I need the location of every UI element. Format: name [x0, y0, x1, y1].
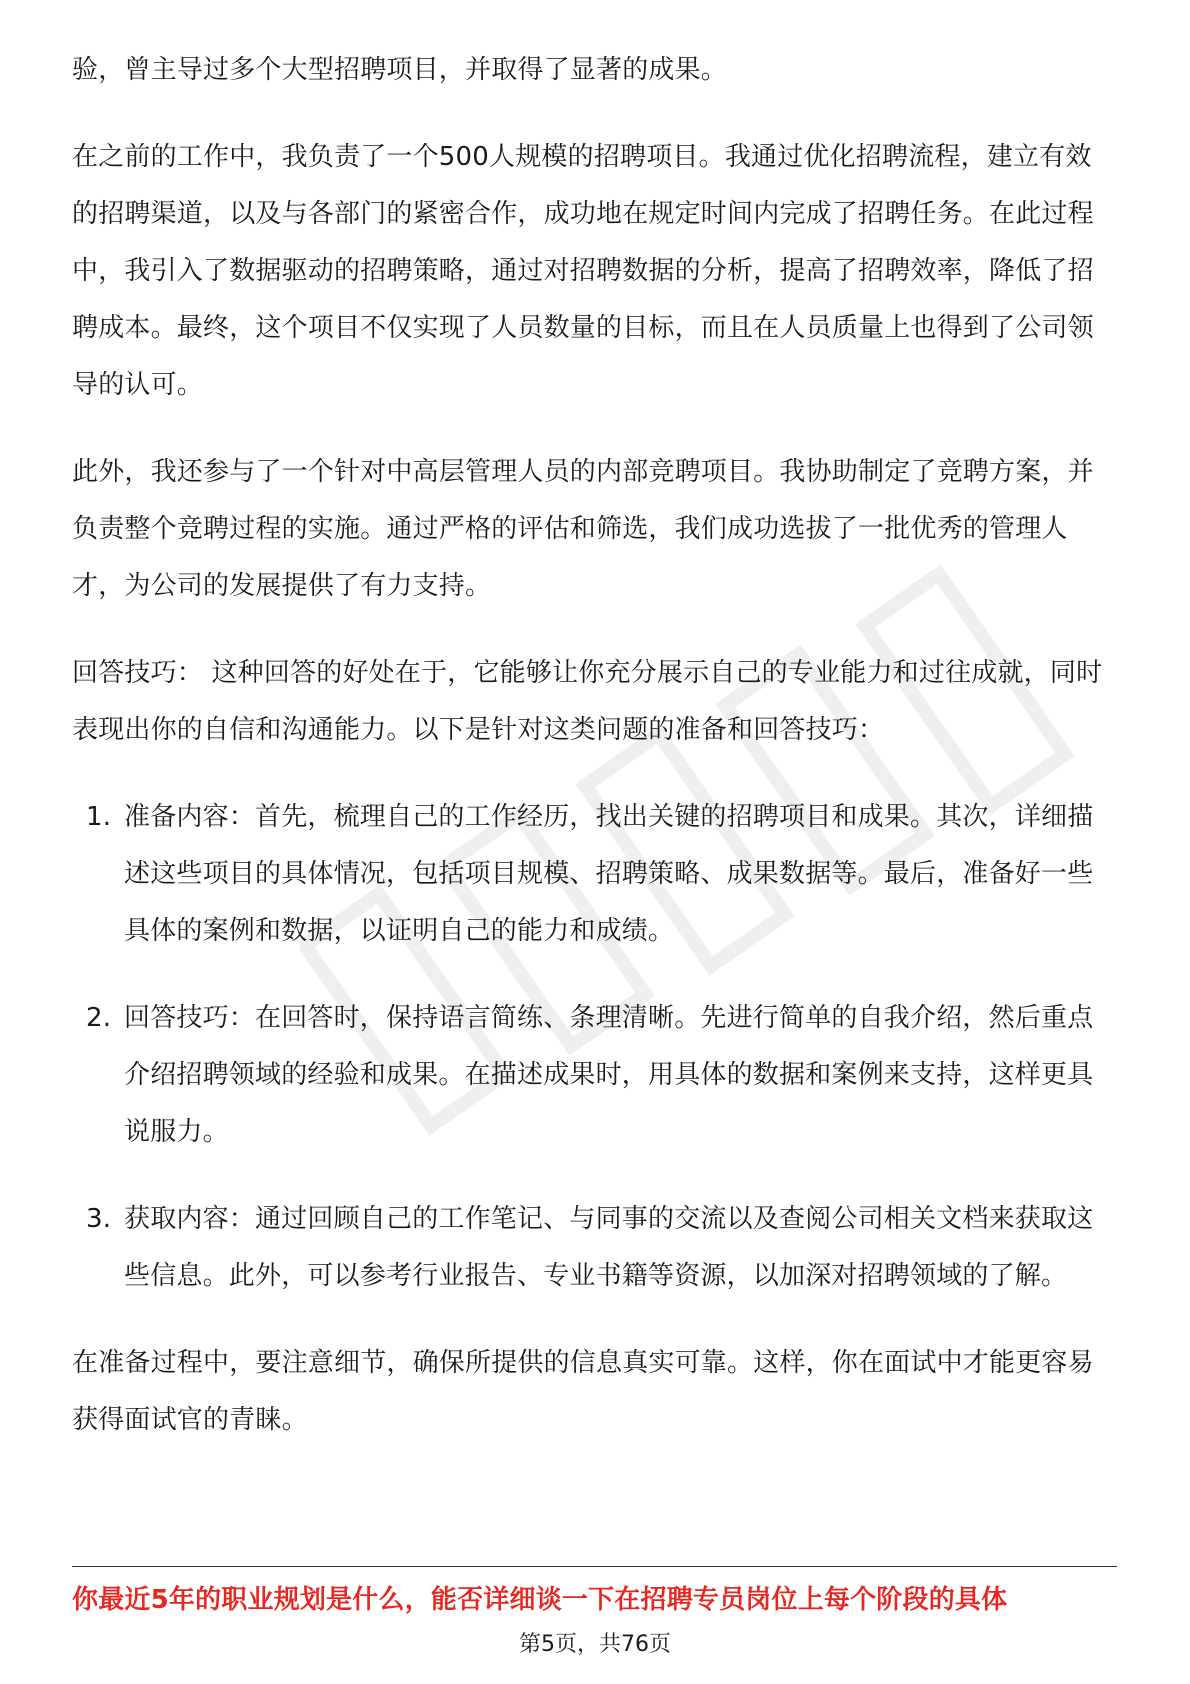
- page-number: 第5页，共76页: [519, 1632, 671, 1657]
- list-number: 1.: [86, 802, 112, 832]
- paragraph-experience-continued: 验，曾主导过多个大型招聘项目，并取得了显著的成果。: [72, 55, 728, 85]
- list-text: 获取内容：通过回顾自己的工作笔记、与同事的交流以及查阅公司相关文档来获取这些信息。此外，可以参考行业报告、专业书籍等资源，以加深对招聘领域的了解。: [124, 1204, 1094, 1291]
- paragraph-500-person-project: 在之前的工作中，我负责了一个500人规模的招聘项目。我通过优化招聘流程，建立有效的招聘渠道，以及与各部门的紧密合作，成功地在规定时间内完成了招聘任务。在此过程中，我引入了数据驱动的招聘策略，通过对招聘数据的分析，提高了招聘效率，降低了招聘成本。最终，这个项目不仅实现了人员数量的目标，而且在人员质量上也得到了公司领导的认可。: [72, 142, 1094, 400]
- list-text: 回答技巧：在回答时，保持语言简练、条理清晰。先进行简单的自我介绍，然后重点介绍招聘领域的经验和成果。在描述成果时，用具体的数据和案例来支持，这样更具说服力。: [124, 1003, 1094, 1147]
- list-item: [72, 789, 1117, 960]
- paragraph-closing: 在准备过程中，要注意细节，确保所提供的信息真实可靠。这样，你在面试中才能更容易获得面试官的青睐。: [72, 1348, 1094, 1435]
- list-item: [72, 990, 1117, 1161]
- list-number: 2.: [86, 1003, 112, 1033]
- paragraph-answer-tips-intro: 回答技巧： 这种回答的好处在于，它能够让你充分展示自己的专业能力和过往成就，同时表现出你的自信和沟通能力。以下是针对这类问题的准备和回答技巧：: [72, 658, 1103, 745]
- tips-list: [72, 789, 1117, 1305]
- section-divider: [72, 1566, 1117, 1567]
- paragraph-internal-promotion-project: 此外，我还参与了一个针对中高层管理人员的内部竞聘项目。我协助制定了竞聘方案，并负责整个竞聘过程的实施。通过严格的评估和筛选，我们成功选拔了一批优秀的管理人才，为公司的发展提供了有力支持。: [72, 457, 1094, 601]
- next-question-heading: 你最近5年的职业规划是什么，能否详细谈一下在招聘专员岗位上每个阶段的具体: [72, 1585, 1008, 1615]
- list-number: 3.: [86, 1204, 112, 1234]
- list-item: [72, 1191, 1117, 1305]
- list-text: 准备内容：首先，梳理自己的工作经历，找出关键的招聘项目和成果。其次，详细描述这些项目的具体情况，包括项目规模、招聘策略、成果数据等。最后，准备好一些具体的案例和数据，以证明自己的能力和成绩。: [124, 802, 1094, 946]
- document-body: [72, 42, 1117, 1479]
